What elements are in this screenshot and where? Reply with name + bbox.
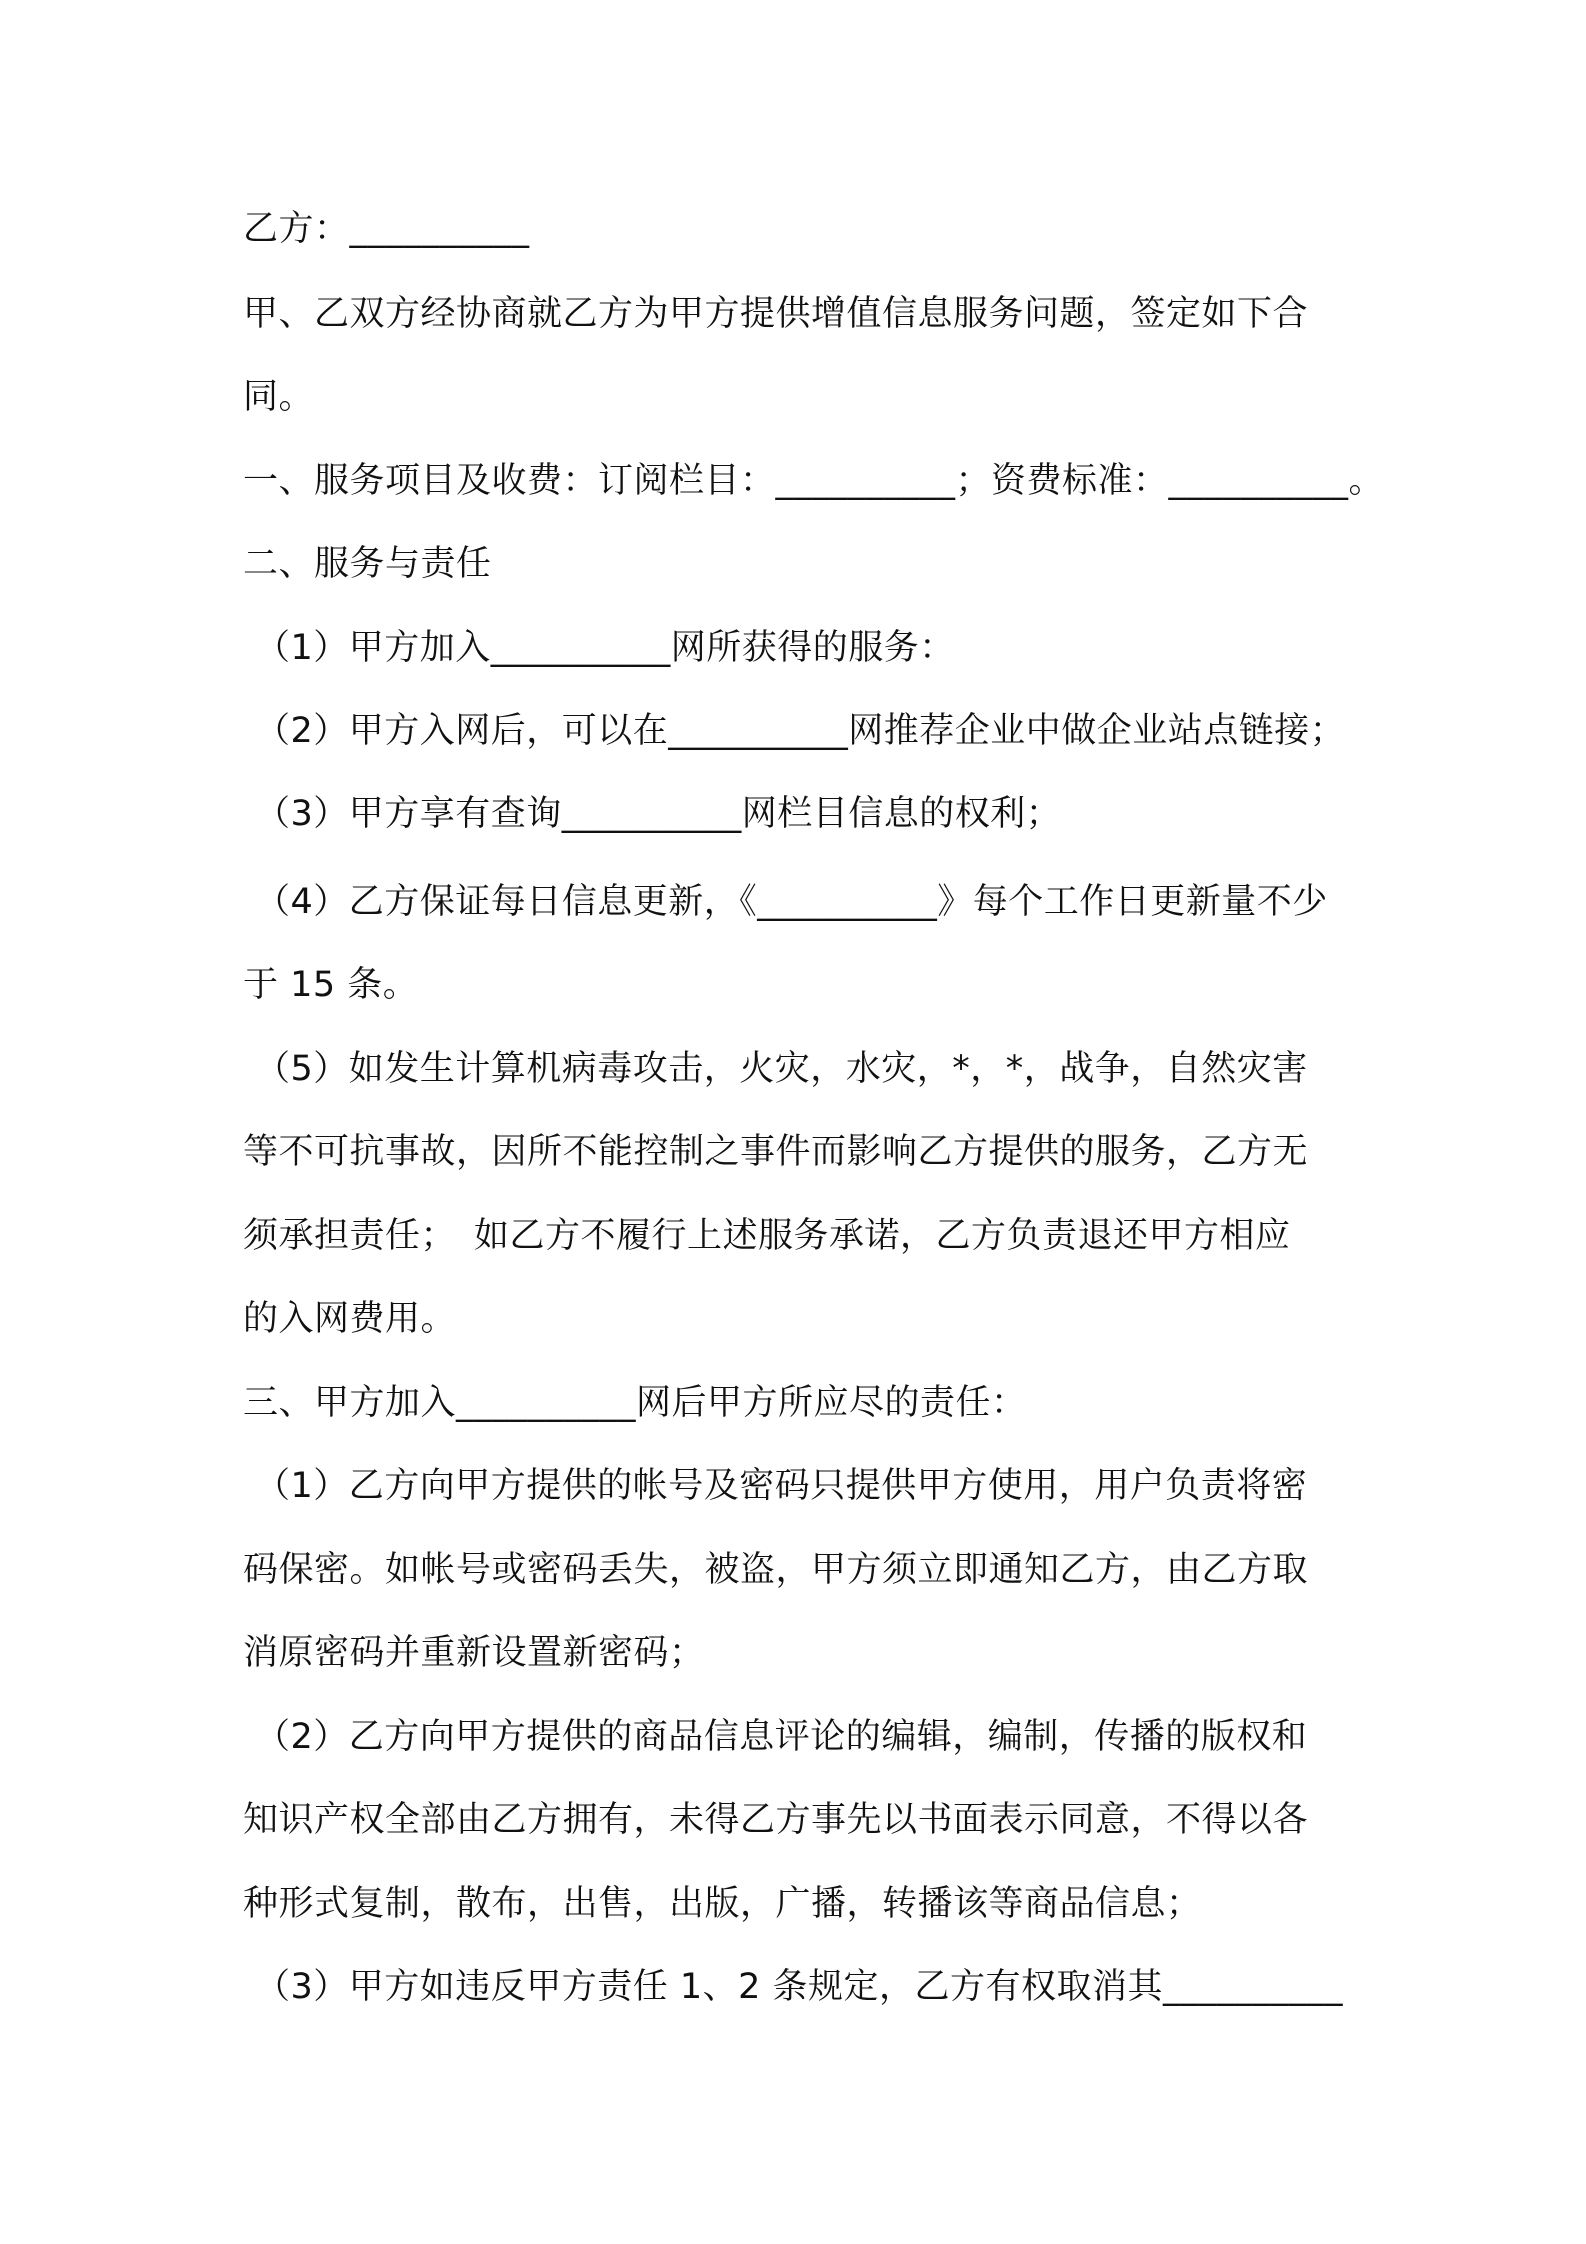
section-2-item-2: （2）甲方入网后，可以在__________网推荐企业中做企业站点链接； (255, 711, 1346, 751)
section-3-item-1-line-2: 码保密。如帐号或密码丢失，被盗，甲方须立即通知乙方，由乙方取 (243, 1550, 1309, 1590)
section-3-item-1-line-3: 消原密码并重新设置新密码； (243, 1633, 705, 1673)
section-3-item-2-line-2: 知识产权全部由乙方拥有，未得乙方事先以书面表示同意，不得以各 (243, 1800, 1309, 1840)
section-2-item-5-line-4: 的入网费用。 (243, 1299, 457, 1339)
section-2-heading: 二、服务与责任 (243, 544, 492, 584)
section-3-item-2-line-3: 种形式复制，散布，出售，出版，广播，转播该等商品信息； (243, 1884, 1202, 1924)
section-2-item-1: （1）甲方加入__________网所获得的服务： (255, 628, 955, 668)
section-3-item-3-line-1: （3）甲方如违反甲方责任 1、2 条规定，乙方有权取消其__________ (255, 1967, 1344, 2007)
preamble-line-1: 甲、乙双方经协商就乙方为甲方提供增值信息服务问题，签定如下合 (243, 294, 1309, 334)
party-b-line: 乙方：__________ (243, 209, 530, 249)
section-3-heading: 三、甲方加入__________网后甲方所应尽的责任： (243, 1383, 1027, 1423)
section-1-heading: 一、服务项目及收费：订阅栏目：__________；资费标准：__________。 (243, 461, 1385, 501)
section-3-item-2-line-1: （2）乙方向甲方提供的商品信息评论的编辑，编制，传播的版权和 (255, 1717, 1308, 1757)
section-2-item-4-line-2: 于 15 条。 (243, 965, 419, 1005)
section-2-item-5-line-2: 等不可抗事故，因所不能控制之事件而影响乙方提供的服务，乙方无 (243, 1132, 1309, 1172)
section-3-item-1-line-1: （1）乙方向甲方提供的帐号及密码只提供甲方使用，用户负责将密 (255, 1466, 1308, 1506)
section-2-item-5-line-1: （5）如发生计算机病毒攻击，火灾，水灾，*，*，战争，自然灾害 (255, 1049, 1308, 1089)
section-2-item-5-line-3: 须承担责任； 如乙方不履行上述服务承诺，乙方负责退还甲方相应 (243, 1216, 1291, 1256)
section-2-item-4-line-1: （4）乙方保证每日信息更新，《__________》每个工作日更新量不少 (255, 882, 1328, 922)
preamble-line-2: 同。 (243, 377, 315, 417)
section-2-item-3: （3）甲方享有查询__________网栏目信息的权利； (255, 794, 1062, 834)
